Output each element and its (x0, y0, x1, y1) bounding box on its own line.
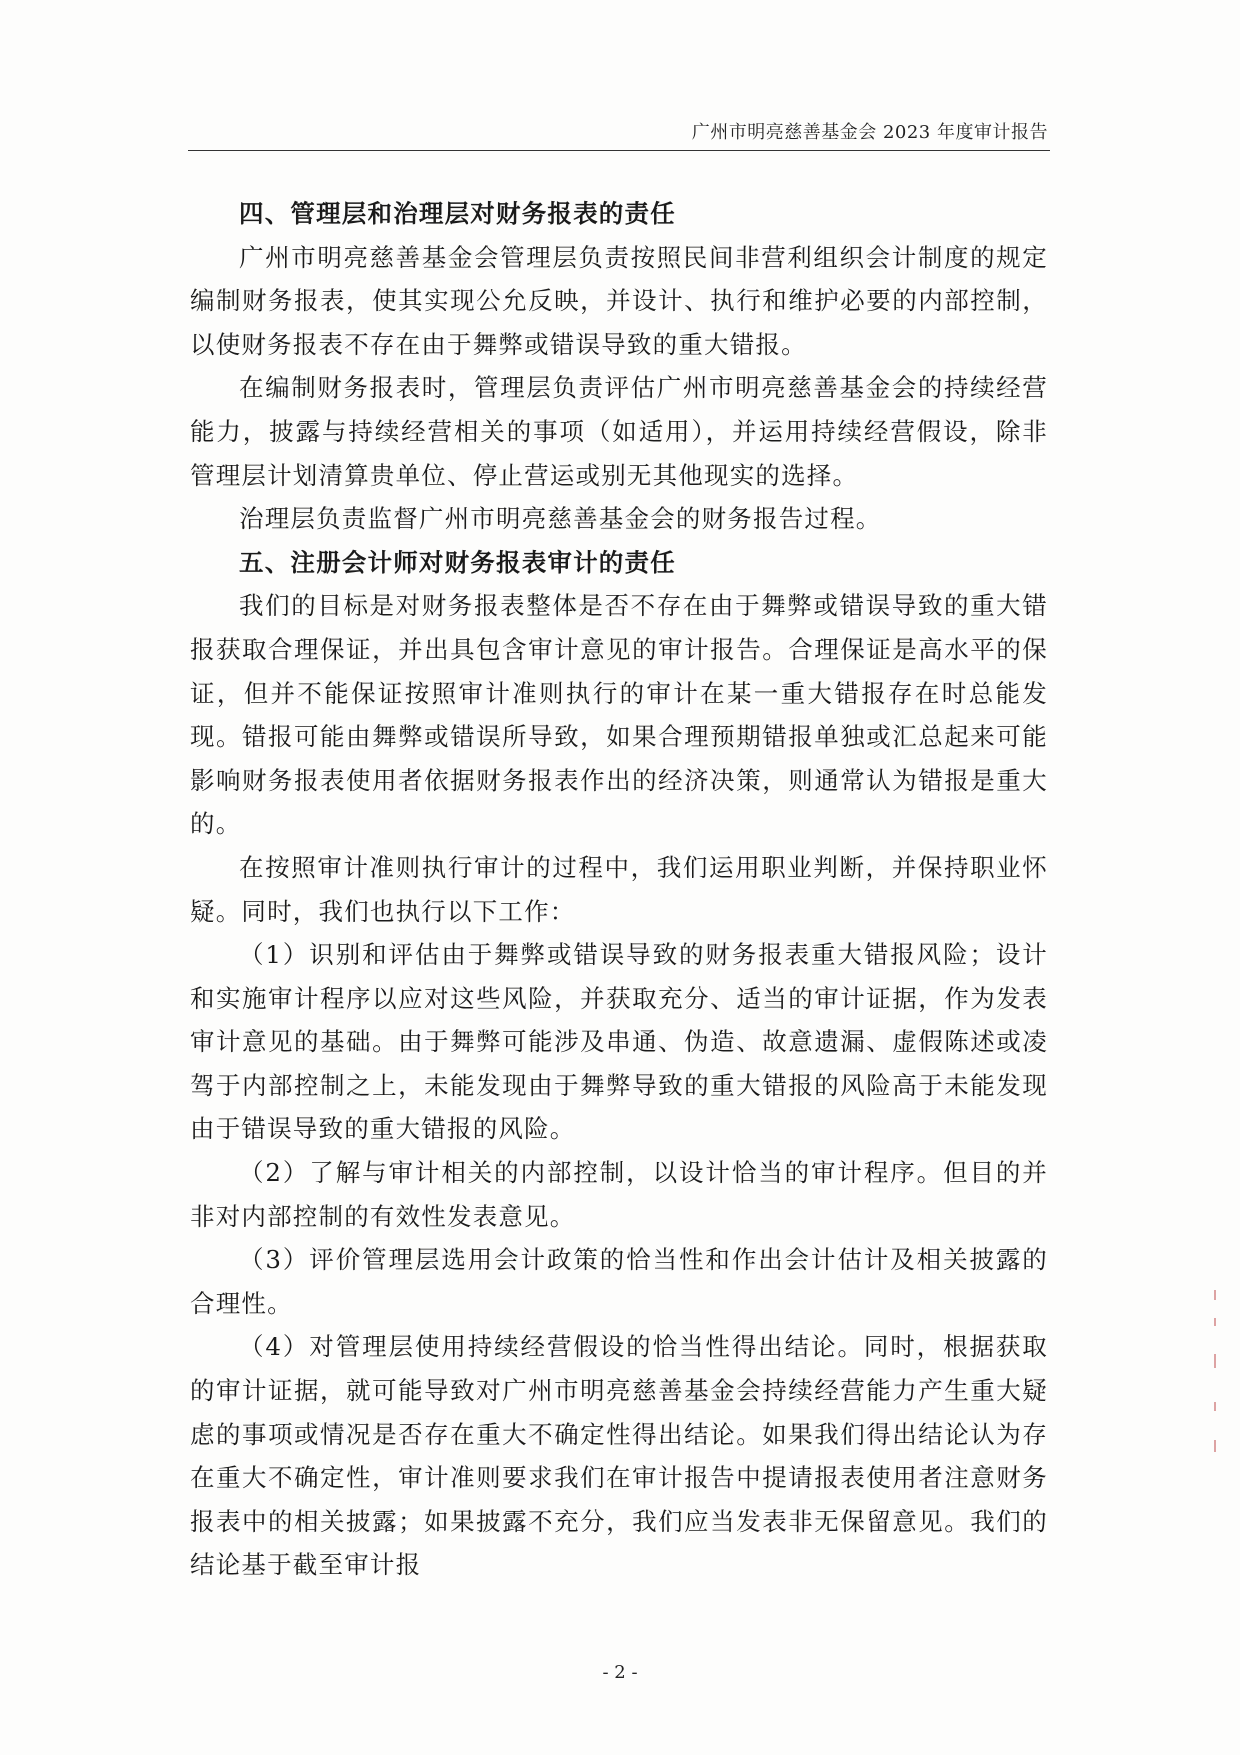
section-heading: 四、管理层和治理层对财务报表的责任 (239, 199, 676, 228)
seal-edge-marks (1208, 1290, 1222, 1460)
paragraph: 治理层负责监督广州市明亮慈善基金会的财务报告过程。 (239, 504, 882, 534)
paragraph: 在编制财务报表时，管理层负责评估广州市明亮慈善基金会的持续经营能力，披露与持续经营相关的事项（如适用），并运用持续经营假设，除非管理层计划清算贵单位、停止营运或别无其他现实的选择。 (190, 373, 1048, 490)
running-header: 广州市明亮慈善基金会 2023 年度审计报告 (691, 122, 1048, 143)
paragraph: 我们的目标是对财务报表整体是否不存在由于舞弊或错误导致的重大错报获取合理保证，并出具包含审计意见的审计报告。合理保证是高水平的保证，但并不能保证按照审计准则执行的审计在某一重大错报存在时总能发现。错报可能由舞弊或错误所导致，如果合理预期错报单独或汇总起来可能影响财务报表使用者依据财务报表作出的经济决策，则通常认为错报是重大的。 (190, 591, 1048, 839)
list-item: （1）识别和评估由于舞弊或错误导致的财务报表重大错报风险；设计和实施审计程序以应对这些风险，并获取充分、适当的审计证据，作为发表审计意见的基础。由于舞弊可能涉及串通、伪造、故意遗漏、虚假陈述或凌驾于内部控制之上，未能发现由于舞弊导致的重大错报的风险高于未能发现由于错误导致的重大错报的风险。 (190, 940, 1048, 1144)
list-item: （3）评价管理层选用会计政策的恰当性和作出会计估计及相关披露的合理性。 (190, 1245, 1048, 1318)
section-heading: 五、注册会计师对财务报表审计的责任 (239, 547, 676, 577)
header-rule (188, 150, 1050, 151)
page-number: - 2 - (602, 1662, 638, 1683)
list-item: （4）对管理层使用持续经营假设的恰当性得出结论。同时，根据获取的审计证据，就可能导致对广州市明亮慈善基金会持续经营能力产生重大疑虑的事项或情况是否存在重大不确定性得出结论。如果我们得出结论认为存在重大不确定性，审计准则要求我们在审计报告中提请报表使用者注意财务报表中的相关披露；如果披露不充分，我们应当发表非无保留意见。我们的结论基于截至审计报 (190, 1332, 1048, 1580)
document-body (190, 192, 1048, 1587)
list-item: （2）了解与审计相关的内部控制，以设计恰当的审计程序。但目的并非对内部控制的有效性发表意见。 (190, 1158, 1048, 1231)
paragraph: 在按照审计准则执行审计的过程中，我们运用职业判断，并保持职业怀疑。同时，我们也执行以下工作： (190, 852, 1048, 926)
paragraph: 广州市明亮慈善基金会管理层负责按照民间非营利组织会计制度的规定编制财务报表，使其实现公允反映，并设计、执行和维护必要的内部控制，以使财务报表不存在由于舞弊或错误导致的重大错报。 (190, 242, 1048, 359)
